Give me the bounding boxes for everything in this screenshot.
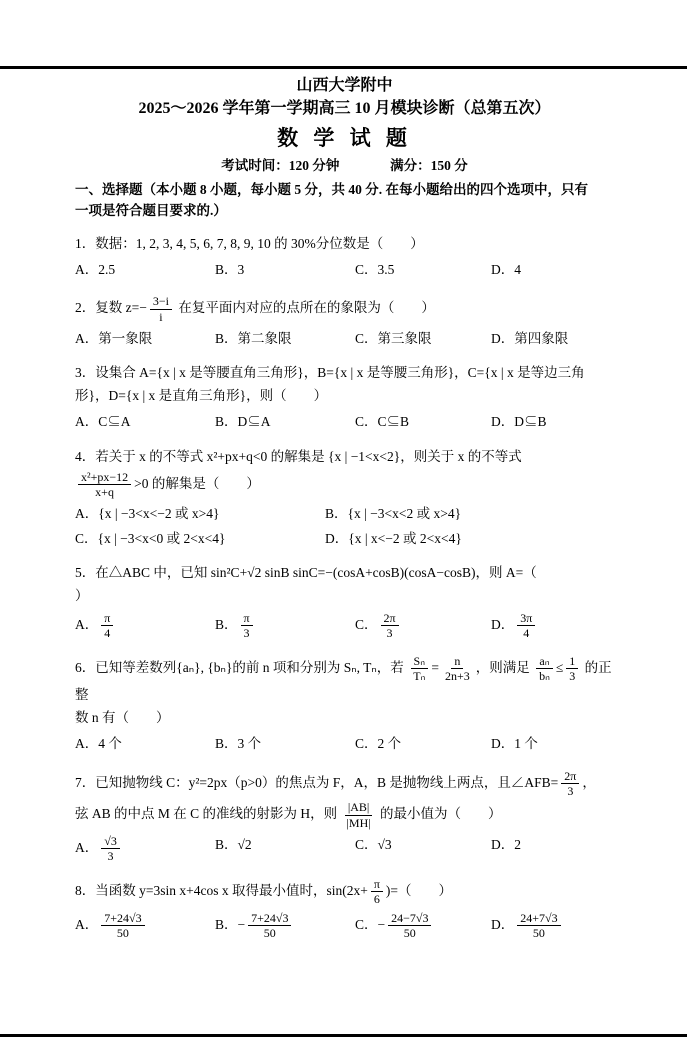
fraction: $\frac{24+7√3}{50}$ [517, 911, 560, 941]
answer-option: A． $\frac{\pi}{4}$ [75, 610, 215, 642]
question-4 [75, 446, 614, 551]
options-row [75, 502, 614, 551]
answer-option: D． $\frac{3\pi}{4}$ [491, 610, 614, 642]
fraction: $\frac{3\pi}{4}$ [517, 611, 535, 641]
answer-option: B．√2 [215, 837, 252, 853]
page-edge-top [0, 66, 687, 69]
question-stem-line: 8．当函数 y=3sin x+4cos x 取得最小值时，sin(2x+ $\frac{\pi}{6}$ )=（ ） [75, 876, 453, 907]
fraction: $\frac{√3}{3}$ [101, 834, 120, 864]
section-one-title [75, 180, 614, 222]
question-8 [75, 876, 614, 942]
fraction: $\frac{n}{2n+3}$ [444, 653, 470, 683]
fraction: $\frac{2\pi}{3}$ [381, 611, 399, 641]
question-3 [75, 362, 614, 434]
question-stem-line: 弦 AB 的中点 M 在 C 的准线的射影为 H，则 $\frac{|AB|}{|MH|}$ 的最小值为（ ） [75, 800, 502, 830]
options-row [75, 410, 614, 434]
answer-option: C．C⊆B [355, 414, 410, 430]
fraction: $\frac{7+24√3}{50}$ [101, 911, 144, 941]
answer-option: B．3 个 [215, 736, 262, 752]
answer-option: C．√3 [355, 837, 392, 853]
fraction: $\frac{\text{x²+px−12}}{x+q}$ [78, 470, 131, 500]
question-stem-line: 6．已知等差数列{aₙ}, {bₙ}的前 n 项和分别为 Sₙ, Tₙ，若 $\frac{\text{Sₙ}}{\text{Tₙ}}$ = $\frac{n}{2n+3}$ ，则满足 $\frac{\text{aₙ}}{\text{bₙ}}$ ≤ $\frac{1}{3}$ 的正整 [75, 653, 612, 703]
answer-option: B．− $\frac{7+24√3}{50}$ [215, 910, 355, 942]
options-row [75, 910, 614, 942]
answer-option: A． $\frac{√3}{3}$ [75, 833, 215, 865]
answer-option: A． $\frac{7+24√3}{50}$ [75, 910, 215, 942]
fraction: $\frac{\pi}{4}$ [101, 611, 113, 641]
school-name: 山西大学附中 [296, 77, 393, 94]
answer-option: C．{x | −3<x<0 或 2<x<4} [75, 530, 226, 546]
question-stem-line: 形}，D={x | x 是直角三角形}，则（ ） [75, 388, 328, 404]
answer-option: D．1 个 [491, 736, 538, 752]
options-row [75, 327, 614, 351]
answer-option: C．第三象限 [355, 331, 432, 347]
answer-option: C． $\frac{2\pi}{3}$ [355, 610, 491, 642]
question-6 [75, 653, 614, 757]
fraction: $\frac{\text{aₙ}}{\text{bₙ}}$ [536, 654, 553, 684]
options-row [75, 258, 614, 282]
answer-option: A．C⊆A [75, 414, 131, 430]
question-stem-line: $\frac{\text{x²+px−12}}{x+q}$ >0 的解集是（ ） [75, 469, 614, 501]
fraction: $\frac{|AB|}{|MH|}$ [346, 800, 371, 830]
question-stem-line: 3．设集合 A={x | x 是等腰直角三角形}，B={x | x 是等腰三角形}，C={x | x 是等边三角 [75, 365, 585, 381]
exam-title: 2025～2026 学年第一学期高三 10 月模块诊断（总第五次） [138, 100, 551, 118]
question-5 [75, 562, 614, 642]
options-row [75, 732, 614, 756]
exam-time-label: 考试时间：120 分钟 [221, 157, 340, 173]
answer-option: C．2 个 [355, 736, 402, 752]
answer-option: B．3 [215, 262, 245, 278]
question-list [75, 233, 614, 941]
question-stem-line: 2．复数 z=− $\frac{3-i}{i}$ 在复平面内对应的点所在的象限为（ ） [75, 294, 435, 324]
fraction: $\frac{1}{3}$ [566, 654, 578, 684]
question-stem-line: 数 n 有（ ） [75, 710, 170, 726]
section-intro-line: 一、选择题（本小题 8 小题，每小题 5 分，共 40 分. 在每小题给出的四个选项中，只有 [75, 182, 588, 198]
fraction: $\frac{\text{Sₙ}}{\text{Tₙ}}$ [410, 654, 428, 684]
question-stem-line: 4．若关于 x 的不等式 x²+px+q<0 的解集是 {x | −1<x<2}，则关于 x 的不等式 [75, 448, 522, 464]
answer-option: A．{x | −3<x<−2 或 x>4} [75, 506, 220, 522]
question-7 [75, 768, 614, 865]
answer-option: A．第一象限 [75, 331, 153, 347]
fraction: $\frac{7+24√3}{50}$ [248, 911, 291, 941]
question-stem-line: 5．在△ABC 中，已知 sin²C+√2 sinB sinC=−(cosA+cosB)(cosA−cosB)，则 A=（ [75, 564, 537, 580]
answer-option: A．4 个 [75, 736, 122, 752]
answer-option: D．2 [491, 837, 521, 853]
exam-info [75, 155, 614, 177]
fraction: $\frac{3-i}{i}$ [150, 294, 172, 324]
subject-title: 数 学 试 题 [277, 126, 412, 151]
options-row [75, 610, 614, 642]
question-1 [75, 233, 614, 282]
answer-option: B．D⊆A [215, 414, 271, 430]
question-stem-line: 1．数据：1, 2, 3, 4, 5, 6, 7, 8, 9, 10 的 30%分位数是（ ） [75, 236, 424, 252]
fraction: $\frac{24-7√3}{50}$ [388, 911, 431, 941]
fraction: $\frac{\pi}{3}$ [241, 611, 253, 641]
answer-option: B． $\frac{\pi}{3}$ [215, 610, 355, 642]
fraction: $\frac{\pi}{6}$ [371, 877, 383, 907]
answer-option: C．3.5 [355, 262, 395, 278]
answer-option: C．− $\frac{24-7√3}{50}$ [355, 910, 491, 942]
answer-option: D．{x | x<−2 或 2<x<4} [325, 530, 462, 546]
fraction: $\frac{2\pi}{3}$ [561, 769, 579, 799]
answer-option: B．第二象限 [215, 331, 292, 347]
question-2 [75, 293, 614, 351]
answer-option: D．D⊆B [491, 414, 547, 430]
answer-option: D．4 [491, 262, 521, 278]
answer-option: B．{x | −3<x<2 或 x>4} [325, 506, 462, 522]
exam-paper [0, 66, 687, 941]
question-stem-line: 7．已知抛物线 C：y²=2px（p>0）的焦点为 F，A，B 是抛物线上两点，且∠AFB= $\frac{2\pi}{3}$ ， [75, 768, 596, 798]
section-intro-line: 一项是符合题目要求的.） [75, 203, 227, 219]
answer-option: D． $\frac{24+7√3}{50}$ [491, 910, 614, 942]
full-score-label: 满分：150 分 [390, 157, 468, 173]
answer-option: D．第四象限 [491, 331, 569, 347]
options-row [75, 833, 614, 865]
answer-option: A．2.5 [75, 262, 116, 278]
question-stem-line: ） [75, 587, 89, 603]
